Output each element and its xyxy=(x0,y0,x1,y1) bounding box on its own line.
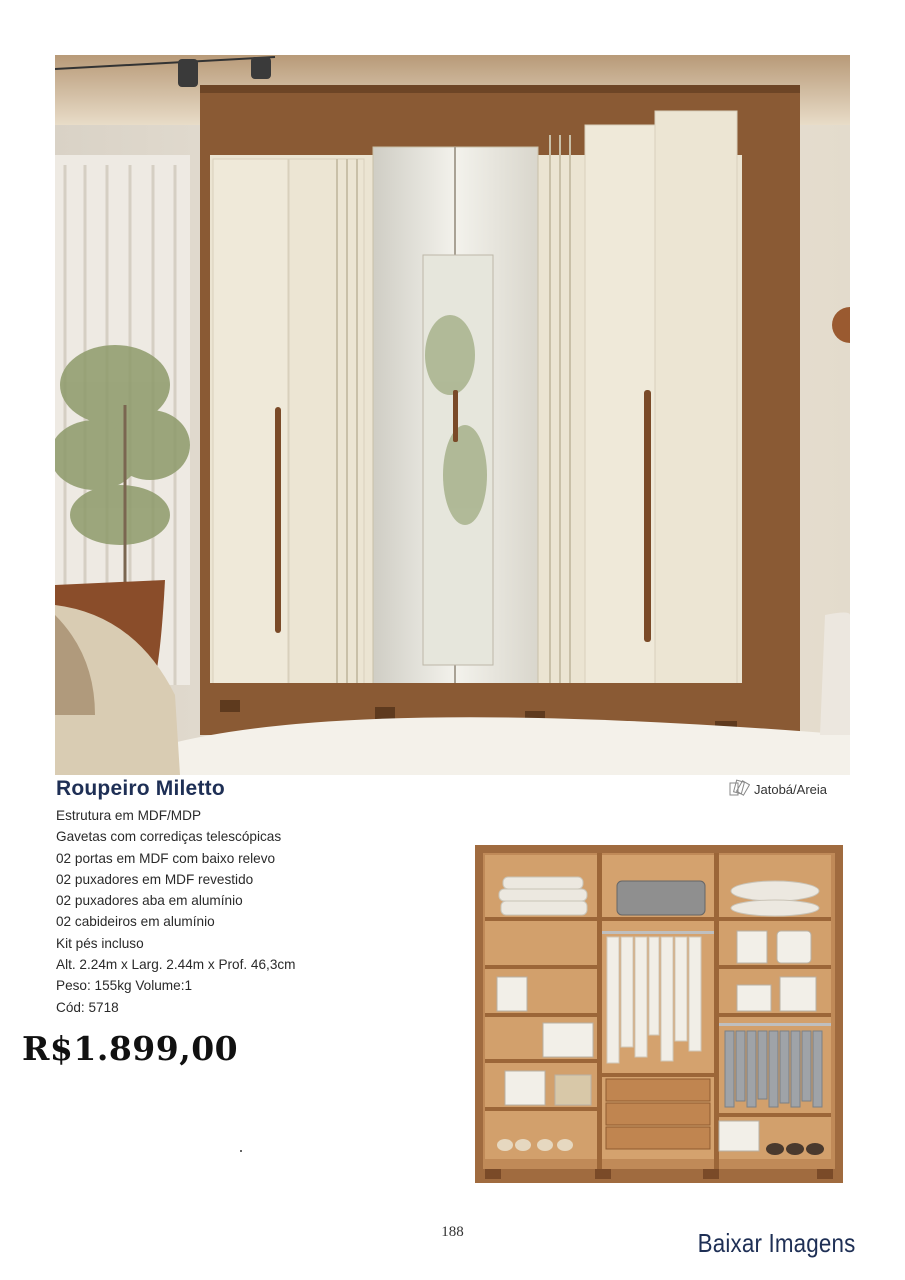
spec-item: 02 cabideiros em alumínio xyxy=(56,914,215,930)
color-swatch-icon xyxy=(728,779,750,799)
spec-item: Estrutura em MDF/MDP xyxy=(56,808,202,823)
spec-item: 02 puxadores aba em alumínio xyxy=(56,893,243,909)
product-photo xyxy=(55,55,850,775)
download-images-link[interactable]: Baixar Imagens xyxy=(697,1228,855,1258)
spec-item: Alt. 2.24m x Larg. 2.44m x Prof. 46,3cm xyxy=(56,957,296,973)
finish-text: Jatobá/Areia xyxy=(754,781,827,797)
product-title: Roupeiro Miletto xyxy=(56,777,225,800)
page-number: 188 xyxy=(441,1224,464,1240)
decorative-dot xyxy=(240,1150,242,1152)
product-price: R$1.899,00 xyxy=(22,1029,239,1068)
spec-item: Peso: 155kg Volume:1 xyxy=(56,978,193,994)
spec-item: Cód: 5718 xyxy=(56,999,119,1015)
spec-item: Gavetas com corrediças telescópicas xyxy=(56,829,282,845)
wardrobe-interior-image xyxy=(475,845,843,1183)
spec-item: Kit pés incluso xyxy=(56,935,144,951)
finish-label xyxy=(728,779,827,799)
spec-item: 02 puxadores em MDF revestido xyxy=(56,871,254,887)
wardrobe-room-illustration xyxy=(55,55,850,775)
spec-item: 02 portas em MDF com baixo relevo xyxy=(56,850,276,866)
spec-list xyxy=(56,805,296,1018)
wardrobe-interior-illustration xyxy=(475,845,843,1183)
